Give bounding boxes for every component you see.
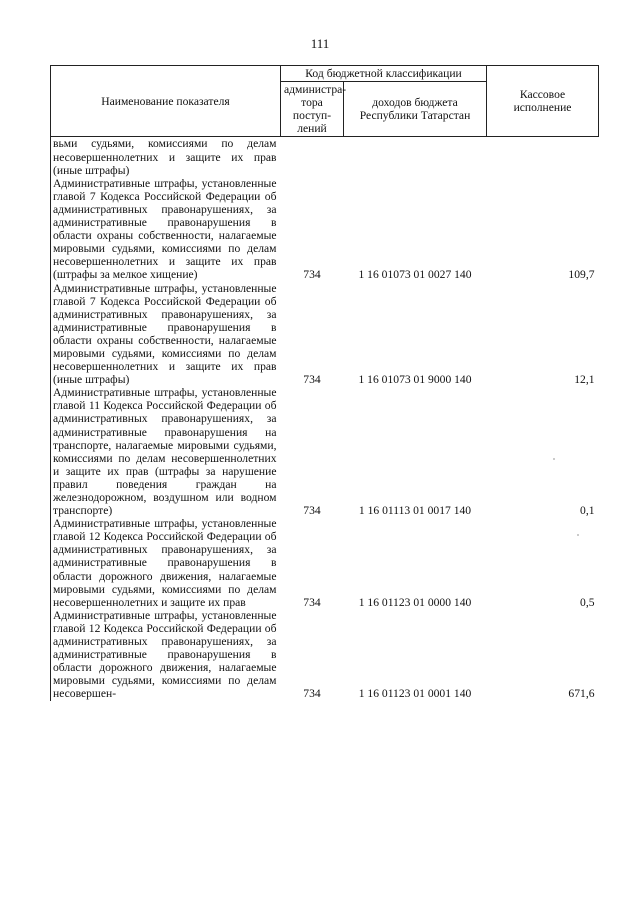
table-row bbox=[51, 177, 599, 282]
header-execution: Кассовое исполнение bbox=[487, 66, 599, 137]
table-row bbox=[51, 517, 599, 609]
table-row bbox=[51, 137, 599, 177]
row-execution-value: 0,5 bbox=[580, 595, 595, 609]
row-revenue-code: 1 16 01123 01 0001 140 bbox=[358, 687, 472, 701]
table-row bbox=[51, 609, 599, 701]
row-indicator-name: Административные штрафы, установленные главой 12 Кодекса Российской Федерации об административных правонарушениях, за административные правонарушения в области дорожного движения, налагаемые мировыми судьями, комиссиями по делам несовершен- bbox=[53, 608, 277, 701]
row-admin-code: 734 bbox=[303, 687, 321, 701]
row-execution-value: 671,6 bbox=[568, 687, 595, 701]
row-admin-code: 734 bbox=[303, 268, 321, 282]
page-number: 111 bbox=[310, 36, 330, 51]
row-indicator-name: Административные штрафы, установленные главой 7 Кодекса Российской Федерации об административных правонарушениях, за административные правонарушения в области охраны собственности, налагаемые мировыми судьями, комиссиями по делам несовершеннолетних и защите их прав (иные штрафы) bbox=[53, 281, 277, 387]
scan-speck bbox=[553, 458, 555, 460]
row-admin-code: 734 bbox=[303, 595, 321, 609]
row-revenue-code: 1 16 01113 01 0017 140 bbox=[358, 504, 472, 518]
row-execution-value: 109,7 bbox=[568, 268, 595, 282]
row-execution-value bbox=[487, 137, 599, 177]
table-body bbox=[51, 137, 599, 701]
row-admin-code: 734 bbox=[303, 373, 321, 387]
table-row bbox=[51, 282, 599, 387]
row-indicator-name: Административные штрафы, установленные главой 11 Кодекса Российской Федерации об административных правонарушениях, за административные правонарушения на транспорте, налагаемые мировыми судьями, комиссиями по делам несовершеннолетних и защите их прав (штрафы за нарушение правил поведения граждан на железнодорожном, воздушном или водном транспорте) bbox=[53, 386, 277, 518]
scan-speck bbox=[577, 534, 579, 536]
row-indicator-name: Административные штрафы, установленные главой 12 Кодекса Российской Федерации об административных правонарушениях, за административные правонарушения в области дорожного движения, налагаемые мировыми судьями, комиссиями по делам несовершеннолетних и защите их прав bbox=[53, 517, 277, 609]
header-indicator: Наименование показателя bbox=[51, 66, 281, 137]
row-execution-value: 12,1 bbox=[574, 373, 595, 387]
row-indicator-name: Административные штрафы, установленные главой 7 Кодекса Российской Федерации об административных правонарушениях, за административные правонарушения в области охраны собственности, налагаемые мировыми судьями, комиссиями по делам несовершеннолетних и защите их прав (штрафы за мелкое хищение) bbox=[53, 176, 277, 282]
row-revenue-code: 1 16 01073 01 0027 140 bbox=[358, 268, 472, 282]
row-admin-code: 734 bbox=[303, 504, 321, 518]
row-revenue-code: 1 16 01073 01 9000 140 bbox=[358, 373, 472, 387]
budget-revenue-table bbox=[50, 65, 599, 701]
row-execution-value: 0,1 bbox=[580, 504, 595, 518]
header-revenue: доходов бюджета Республики Татарстан bbox=[344, 82, 487, 137]
row-revenue-code: 1 16 01123 01 0000 140 bbox=[358, 595, 472, 609]
row-revenue-code bbox=[344, 137, 487, 177]
header-classification-group: Код бюджетной классификации bbox=[281, 66, 487, 82]
table-header bbox=[51, 66, 599, 137]
row-indicator-name: вьми судьями, комиссиями по делам несовершеннолетних и защите их прав (иные штрафы) bbox=[53, 137, 277, 177]
table-row bbox=[51, 386, 599, 517]
row-admin-code bbox=[281, 137, 344, 177]
header-admin: администра-тора поступ-лений bbox=[281, 82, 344, 137]
